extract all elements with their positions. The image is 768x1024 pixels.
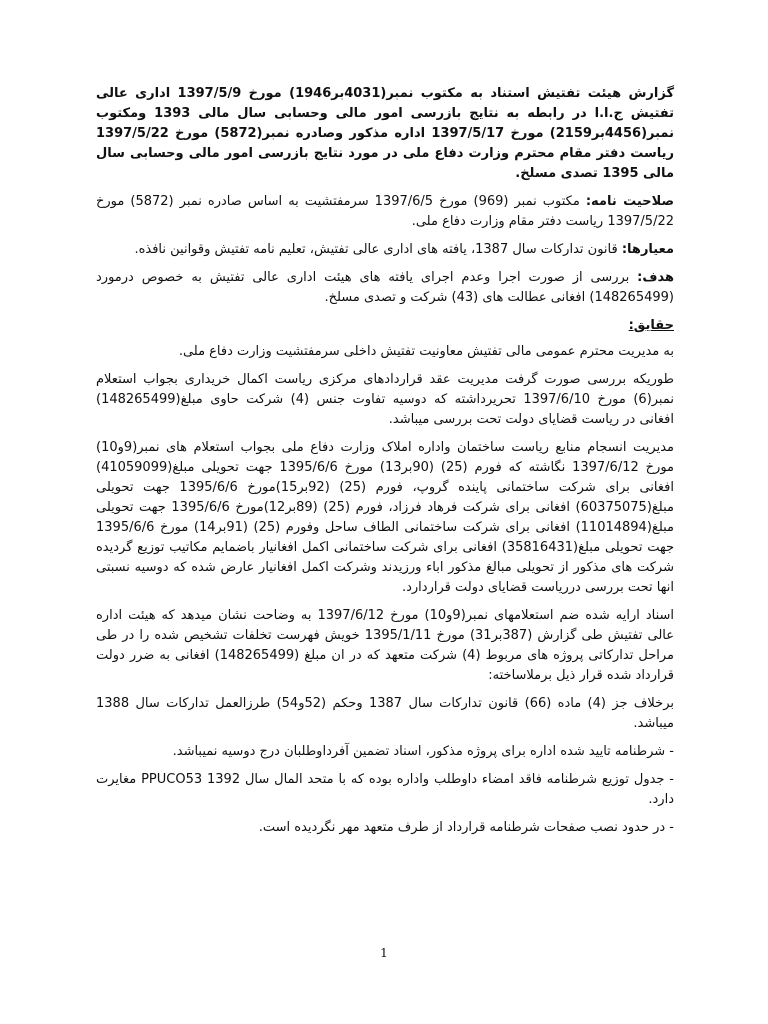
goal-label: هدف: (637, 270, 674, 285)
goal-text: بررسی از صورت اجرا وعدم اجرای یافته های هیئت اداری عالی تفتیش به خصوص درمورد (148265499) افغانی عطالت های (43) شرکت و تصدی مسلخ. (96, 270, 674, 305)
facts-paragraph-2: مدیریت انسجام منابع ریاست ساختمان واداره املاک وزارت دفاع ملی بجواب استعلام های نمبر(9و10) مورخ 1397/6/12 نگاشته که فورم (25) (90بر13) مورخ 1395/6/6 جهت تحویلی مبلغ(41059099) افغانی برای شرکت ساختمانی پاینده گروپ، فورم (25) (92بر15)مورخ 1395/6/6 جهت تحویلی مبلغ(60375075) افغانی برای شرکت فرهاد فرزاد، فورم (25) (89بر12)مورخ 1395/6/6 جهت تحویلی مبلغ(11014894) افغانی برای شرکت ساختمانی الطاف ساحل وفورم (25) (91بر14) مورخ 1395/6/6 جهت تحویلی مبلغ(35816431) افغانی برای شرکت ساختمانی اکمل افغانیار باضمایم مکاتیب توزیع گردیده شرکت های مذکور از تحویلی مبالغ مذکور اباء ورزیدند وشرکت اکمل افغانیار عارض شده که دوسیه نسبتی انها تحت بررسی درریاست قضایای دولت قراردارد. (96, 440, 675, 595)
authority-paragraph (96, 192, 674, 232)
addressee-paragraph: به مدیریت محترم عمومی مالی تفتیش معاونیت تفتیش داخلی سرمفتشیت وزارت دفاع ملی. (178, 344, 674, 359)
facts-paragraph-4: برخلاف جز (4) ماده (66) قانون تدارکات سال 1387 وحکم (52و54) طرزالعمل تدارکات سال 1388 میباشد. (96, 696, 674, 731)
page-number: 1 (380, 946, 388, 960)
list-item: - جدول توزیع شرطنامه فاقد امضاء داوطلب واداره بوده که با متحد المال سال 1392 PPUCO53 مغایرت دارد. (96, 772, 675, 807)
list-item: - شرطنامه تایید شده اداره برای پروژه مذکور، اسناد تضمین آفرداوطلبان درج دوسیه نمیباشد. (172, 744, 674, 759)
criteria-text: قانون تدارکات سال 1387، یافته های اداری عالی تفتیش، تعلیم نامه تفتیش وقوانین نافذه. (134, 242, 622, 257)
authority-label: صلاحیت نامه: (585, 194, 675, 209)
authority-text: مکتوب نمبر (969) مورخ 1397/6/5 سرمفتشیت به اساس صادره نمبر (5872) مورخ 1397/5/22 ریاست دفتر مقام وزارت دفاع ملی. (96, 194, 674, 229)
facts-heading: حقایق: (628, 318, 674, 333)
goal-paragraph (96, 268, 674, 308)
criteria-paragraph (96, 240, 674, 260)
facts-paragraph-1: طوریکه بررسی صورت گرفت مدیریت عقد قراردادهای مرکزی ریاست اکمال خریداری بجواب استعلام نمبر(6) مورخ 1397/6/10 تحریرداشته که دوسیه تفاوت جنس (4) شرکت حاوی مبلغ(148265499) افغانی در ریاست قضایای دولت تحت بررسی میباشد. (96, 372, 674, 427)
facts-paragraph-3: اسناد ارایه شده ضم استعلامهای نمبر(9و10) مورخ 1397/6/12 به وضاحت نشان میدهد که هیئت اداره عالی تفتیش طی گزارش (387بر31) مورخ 1395/1/11 خویش فهرست تخلفات تشخیص شده را در طی مراحل تدارکاتی پروژه های مربوط (4) شرکت متعهد که در ان مبلغ (148265499) افغانی به ضرر دولت قرارداد شده قرار ذیل برملاساخته: (96, 608, 675, 683)
criteria-label: معیارها: (621, 242, 674, 257)
report-title-paragraph: گزارش هیئت تفتیش استناد به مکتوب نمبر(4031بر1946) مورخ 1397/5/9 اداری عالی تفتیش ج.ا.ا در رابطه به نتایج بازرسی امور مالی وحسابی سال مالی 1393 ومکتوب نمبر(4456بر2159) مورخ 1397/5/17 اداره مذکور وصادره نمبر(5872) مورخ 1397/5/22 ریاست دفتر مقام محترم وزارت دفاع ملی در مورد نتایج بازرسی امور مالی وحسابی سال مالی 1395 تصدی مسلخ. (96, 86, 675, 181)
list-item: - در حدود نصب صفحات شرطنامه قرارداد از طرف متعهد مهر نگردیده است. (258, 820, 674, 835)
document-body (96, 84, 674, 846)
